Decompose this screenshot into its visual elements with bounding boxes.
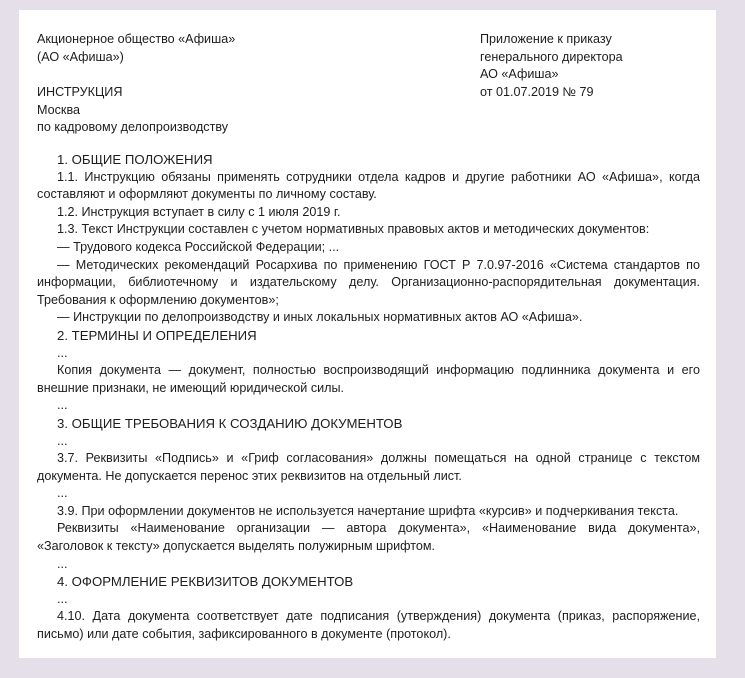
appendix-block: [480, 31, 720, 101]
organization-block: [37, 31, 337, 66]
ellipsis: ...: [57, 345, 68, 360]
list-item: — Трудового кодекса Российской Федерации; ...: [57, 239, 340, 254]
paragraph: Реквизиты «Наименование организации — автора документа», «Наименование вида документа», «Заголовок к тексту» допускается выделять полужирным шрифтом.: [37, 521, 700, 554]
appendix-date-number: от 01.07.2019 № 79: [480, 84, 594, 99]
paragraph: 1.1. Инструкцию обязаны применять сотрудники отдела кадров и другие работники АО «Афиша», когда составляют и оформляют документы по личному составу.: [37, 169, 700, 202]
ellipsis: ...: [57, 433, 68, 448]
list-item: — Методических рекомендаций Росархива по применению ГОСТ Р 7.0.97-2016 «Система стандартов по информации, библиотечному и издательскому делу. Организационно-распорядительная документация. Требования к оформлению документов»;: [37, 257, 700, 307]
section-title: 2. ТЕРМИНЫ И ОПРЕДЕЛЕНИЯ: [57, 327, 257, 343]
document-page: [19, 10, 716, 658]
section-title: 3. ОБЩИЕ ТРЕБОВАНИЯ К СОЗДАНИЮ ДОКУМЕНТОВ: [57, 415, 403, 431]
list-item: — Инструкции по делопроизводству и иных локальных нормативных актов АО «Афиша».: [57, 310, 583, 325]
document-header: [37, 27, 700, 144]
doc-type: ИНСТРУКЦИЯ: [37, 85, 123, 99]
section-title: 1. ОБЩИЕ ПОЛОЖЕНИЯ: [57, 152, 213, 167]
appendix-line: АО «Афиша»: [480, 67, 559, 82]
doc-city: Москва: [37, 102, 80, 117]
paragraph: 1.2. Инструкция вступает в силу с 1 июля 2019 г.: [57, 204, 341, 219]
paragraph: 3.7. Реквизиты «Подпись» и «Гриф согласования» должны помещаться на одной странице с текстом документа. Не допускается перенос этих реквизитов на отдельный лист.: [37, 451, 700, 483]
appendix-line: генерального директора: [480, 49, 623, 64]
paragraph: Копия документа — документ, полностью воспроизводящий информацию подлинника документа и его внешние признаки, не имеющий юридической силы.: [37, 363, 700, 395]
org-name: Акционерное общество «Афиша»: [37, 32, 236, 46]
ellipsis: ...: [57, 398, 68, 413]
org-short-name: (АО «Афиша»): [37, 49, 124, 64]
document-body: [37, 151, 700, 644]
paragraph: 1.3. Текст Инструкции составлен с учетом нормативных правовых актов и методических документов:: [57, 222, 650, 237]
doc-subject: по кадровому делопроизводству: [37, 120, 229, 135]
ellipsis: ...: [57, 556, 68, 571]
ellipsis: ...: [57, 486, 68, 501]
ellipsis: ...: [57, 591, 68, 606]
appendix-line: Приложение к приказу: [480, 32, 612, 46]
paragraph: 4.10. Дата документа соответствует дате подписания (утверждения) документа (приказ, распоряжение, письмо) или дате события, зафиксированного в документе (протокол).: [37, 609, 700, 642]
section-title: 4. ОФОРМЛЕНИЕ РЕКВИЗИТОВ ДОКУМЕНТОВ: [57, 574, 354, 590]
doc-type-block: [37, 84, 337, 137]
paragraph: 3.9. При оформлении документов не используется начертание шрифта «курсив» и подчеркивания текста.: [57, 503, 679, 518]
